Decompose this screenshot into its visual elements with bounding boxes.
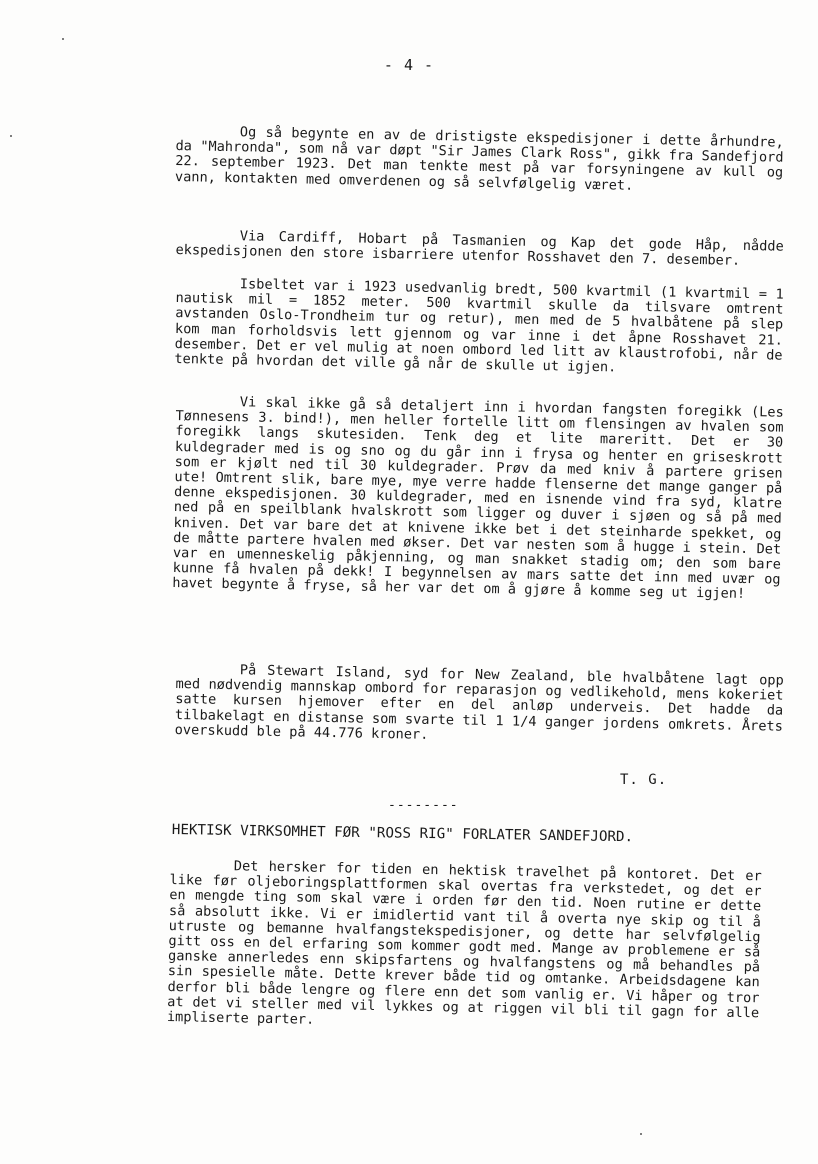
article-paragraph: Vi skal ikke gå så detaljert inn i hvordan fangsten foregikk (Les Tønnesens 3. bind!), men heller fortelle litt om flensingen av hvalen som foregikk langs skutesiden. Tenk deg et lite mareritt. Det er 30 kuldegrader med is og sno og du går inn i frysa og henter en griseskrott som er kjølt ned til 30 kuldegrader. Prøv da med kniv å partere grisen ute! Omtrent slik, bare mye, mye verre hadde flenserne det mange ganger på denne ekspedisjonen. 30 kuldegrader, med en isnende vind fra syd, klatre ned på en speilblank hvalskrott som ligger og duver i sjøen og så på med kniven. Det var bare det at knivene ikke bet i det steinharde spekket, og de måtte partere hvalen med økser. Det var nesten som å hugge i stein. Det var en umenneskelig påkjenning, og man snakket stadig om; den som bare kunne få hvalen på dekk! I begynnelsen av mars satte det inn med uvær og havet begynte å fryse, så her var det om å gjøre å komme seg ut igjen! — [172, 394, 784, 603]
article-paragraph: Isbeltet var i 1923 usedvanlig bredt, 500 kvartmil (1 kvartmil = 1 nautisk mil = 1852 meter. 500 kvartmil skulle da tilsvare omtrent avstanden Oslo-Trondheim tur og retur), men med de 5 hvalbåtene på slep kom man forholdsvis lett gjennom og var inne i det åpne Rosshavet 21. desember. Det er vel mulig at noen ombord led litt av klaustrofobi, når de tenkte på hvordan det ville gå når de skulle ut igjen. — [174, 276, 784, 376]
section-divider: -------- — [388, 798, 459, 813]
page-number: - 4 - — [383, 56, 435, 74]
article-paragraph: Det hersker for tiden en hektisk travelhet på kontoret. Det er like før oljeboringsplattformen skal overtas fra verkstedet, og det er en mengde ting som skal være i orden før den tid. Noen rutine er dette så absolutt ikke. Vi er imidlertid vant til å overta nye skip og til å utruste og bemanne hvalfangstekspedisjoner, og dette har selvfølgelig gitt oss en del erfaring som kommer godt med. Mange av problemene er så ganske annerledes enn skipsfartens og hvalfangstens og må behandles på sin spesielle måte. Dette krever både tid og omtanke. Arbeidsdagene kan derfor bli både lengre og flere enn det som vanlig er. Vi håper og tror at det vi steller med vil lykkes og at riggen vil bli til gagn for alle impliserte parter. — [166, 858, 762, 1028]
article-paragraph: Og så begynte en av de dristigste ekspedisjoner i dette århundre, da "Mahronda", som nå var døpt "Sir James Clark Ross", gikk fra Sandefjord 22. september 1923. Det man tenkte mest på var forsyningene av kull og vann, kontakten med omverdenen og så selvfølgelig været. — [174, 124, 784, 194]
article-paragraph: Via Cardiff, Hobart på Tasmanien og Kap det gode Håp, nådde ekspedisjonen den store isbarriere utenfor Rosshavet den 7. desember. — [175, 228, 784, 270]
article-headline: HEKTISK VIRKSOMHET FØR "ROSS RIG" FORLATER SANDEFJORD. — [171, 822, 634, 846]
author-signature: T. G. — [620, 772, 668, 788]
scan-speck — [10, 135, 12, 137]
scan-speck — [62, 38, 64, 40]
article-paragraph: På Stewart Island, syd for New Zealand, ble hvalbåtene lagt opp med nødvendig mannskap ombord for reparasjon og vedlikehold, mens kokeriet satte kursen hjemover efter en del anløp underveis. Det hadde da tilbakelagt en distanse som svarte til 1 1/4 ganger jordens omkrets. Årets overskudd ble på 44.776 kroner. — [174, 662, 784, 743]
scan-speck — [640, 1133, 642, 1135]
